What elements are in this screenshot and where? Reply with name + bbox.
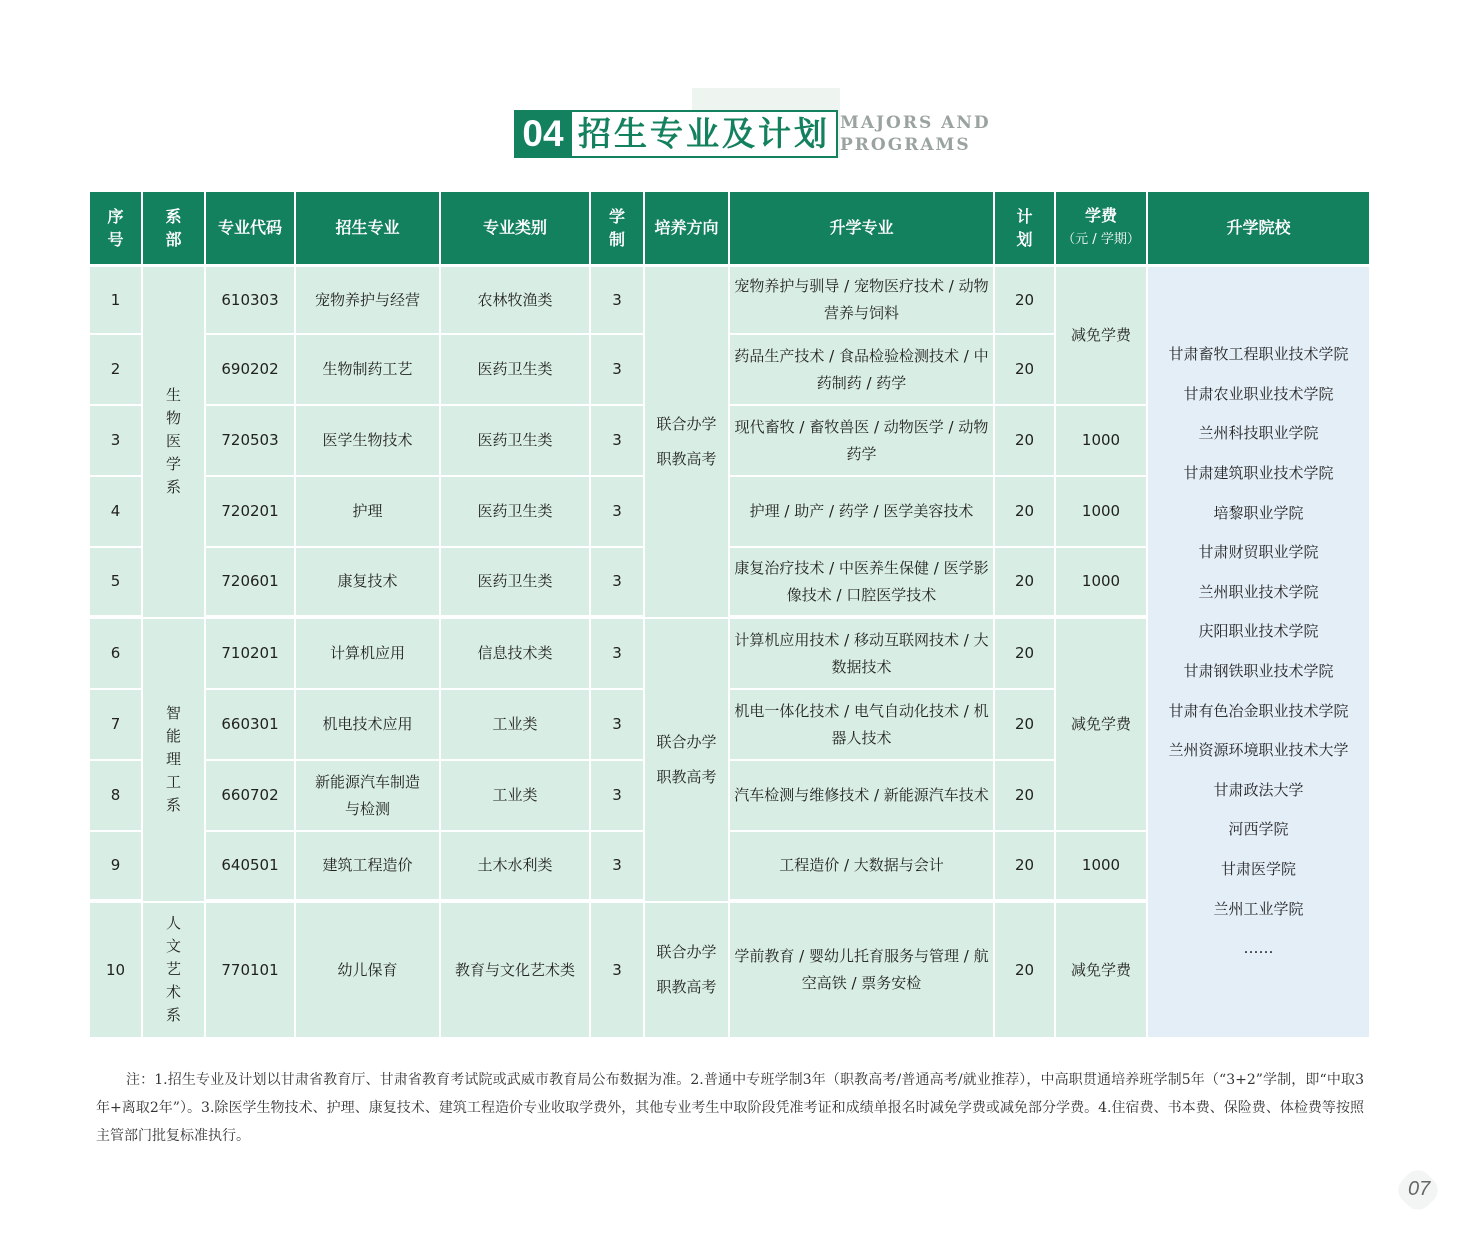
cell-plan: 20 (995, 832, 1056, 903)
cell-seq: 5 (90, 548, 143, 619)
header-dept: 系部 (143, 192, 206, 264)
cell-years: 3 (591, 548, 645, 619)
cell-major: 幼儿保育 (296, 903, 441, 1039)
header-fee: 学费 （元 / 学期） (1056, 192, 1148, 264)
cell-major: 康复技术 (296, 548, 441, 619)
cell-plan: 20 (995, 548, 1056, 619)
cell-major: 新能源汽车制造与检测 (296, 761, 441, 832)
cell-plan: 20 (995, 619, 1056, 690)
header-schools: 升学院校 (1148, 192, 1369, 264)
cell-code: 770101 (206, 903, 296, 1039)
school-item: 甘肃有色冶金职业技术学院 (1168, 701, 1349, 720)
cell-code: 720503 (206, 406, 296, 477)
cell-category: 教育与文化艺术类 (441, 903, 591, 1039)
cell-years: 3 (591, 619, 645, 690)
school-item: 甘肃畜牧工程职业技术学院 (1168, 345, 1349, 364)
cell-seq: 9 (90, 832, 143, 903)
cell-dept: 智能理工系 (143, 619, 206, 903)
cell-code: 660702 (206, 761, 296, 832)
cell-seq: 6 (90, 619, 143, 690)
cell-major: 生物制药工艺 (296, 335, 441, 406)
cell-category: 医药卫生类 (441, 548, 591, 619)
cell-code: 660301 (206, 690, 296, 761)
section-title-text: 招生专业及计划 (572, 110, 838, 158)
section-number: 04 (514, 110, 572, 158)
cell-code: 690202 (206, 335, 296, 406)
cell-seq: 10 (90, 903, 143, 1039)
cell-further: 学前教育 / 婴幼儿托育服务与管理 / 航空高铁 / 票务安检 (730, 903, 995, 1039)
cell-further: 康复治疗技术 / 中医养生保健 / 医学影像技术 / 口腔医学技术 (730, 548, 995, 619)
header-major: 招生专业 (296, 192, 441, 264)
title-en-line1: MAJORS AND (840, 113, 991, 133)
cell-code: 720601 (206, 548, 296, 619)
cell-fee: 1000 (1056, 832, 1148, 903)
header-further-major: 升学专业 (730, 192, 995, 264)
cell-fee: 1000 (1056, 406, 1148, 477)
cell-fee: 1000 (1056, 477, 1148, 548)
cell-category: 医药卫生类 (441, 335, 591, 406)
cell-further: 宠物养护与驯导 / 宠物医疗技术 / 动物营养与饲料 (730, 264, 995, 335)
cell-plan: 20 (995, 477, 1056, 548)
cell-plan: 20 (995, 903, 1056, 1039)
school-item: 兰州工业学院 (1213, 899, 1304, 918)
cell-plan: 20 (995, 335, 1056, 406)
cell-code: 640501 (206, 832, 296, 903)
cell-category: 农林牧渔类 (441, 264, 591, 335)
page-number: 07 (1408, 1178, 1431, 1200)
footnote: 注：1.招生专业及计划以甘肃省教育厅、甘肃省教育考试院或武威市教育局公布数据为准。2.普通中专班学制3年（职教高考/普通高考/就业推荐），中高职贯通培养班学制5年（“3+2”学制，即“中取3年+离取2年”）。3.除医学生物技术、护理、康复技术、建筑工程造价专业收取学费外，其他专业考生中取阶段凭准考证和成绩单报名时减免学费或减免部分学费。4.住宿费、书本费、保险费、体检费等按照主管部门批复标准执行。 (96, 1072, 1364, 1144)
cell-seq: 3 (90, 406, 143, 477)
cell-further: 汽车检测与维修技术 / 新能源汽车技术 (730, 761, 995, 832)
school-item: …… (1243, 939, 1274, 958)
cell-fee: 1000 (1056, 548, 1148, 619)
cell-further: 护理 / 助产 / 药学 / 医学美容技术 (730, 477, 995, 548)
cell-seq: 8 (90, 761, 143, 832)
cell-further: 工程造价 / 大数据与会计 (730, 832, 995, 903)
cell-years: 3 (591, 406, 645, 477)
cell-category: 土木水利类 (441, 832, 591, 903)
school-item: 兰州资源环境职业技术大学 (1168, 741, 1349, 760)
school-item: 兰州职业技术学院 (1198, 582, 1319, 601)
cell-plan: 20 (995, 690, 1056, 761)
cell-further: 药品生产技术 / 食品检验检测技术 / 中药制药 / 药学 (730, 335, 995, 406)
school-item: 河西学院 (1228, 820, 1289, 839)
cell-plan: 20 (995, 264, 1056, 335)
table-header-row (90, 192, 1369, 264)
cell-years: 3 (591, 903, 645, 1039)
cell-further: 现代畜牧 / 畜牧兽医 / 动物医学 / 动物药学 (730, 406, 995, 477)
cell-major: 计算机应用 (296, 619, 441, 690)
cell-years: 3 (591, 335, 645, 406)
cell-years: 3 (591, 690, 645, 761)
cell-fee: 减免学费 (1056, 264, 1148, 406)
cell-major: 建筑工程造价 (296, 832, 441, 903)
school-item: 培黎职业学院 (1213, 503, 1304, 522)
cell-major: 机电技术应用 (296, 690, 441, 761)
section-title (514, 110, 838, 158)
cell-years: 3 (591, 477, 645, 548)
school-item: 甘肃财贸职业学院 (1198, 543, 1319, 562)
school-item: 甘肃政法大学 (1213, 780, 1304, 799)
cell-category: 医药卫生类 (441, 406, 591, 477)
school-item: 甘肃医学院 (1220, 859, 1296, 878)
cell-code: 720201 (206, 477, 296, 548)
cell-category: 工业类 (441, 761, 591, 832)
school-item: 甘肃建筑职业技术学院 (1183, 464, 1334, 483)
admissions-table (90, 192, 1369, 1039)
cell-dept: 人文艺术系 (143, 903, 206, 1039)
header-years: 学制 (591, 192, 645, 264)
section-title-english (840, 112, 991, 156)
cell-seq: 1 (90, 264, 143, 335)
cell-direction: 联合办学 职教高考 (645, 264, 730, 619)
title-en-line2: PROGRAMS (840, 135, 971, 155)
table-row (90, 264, 1369, 335)
school-item: 兰州科技职业学院 (1198, 424, 1319, 443)
header-category: 专业类别 (441, 192, 591, 264)
school-item: 甘肃钢铁职业技术学院 (1183, 662, 1334, 680)
cell-seq: 4 (90, 477, 143, 548)
cell-plan: 20 (995, 761, 1056, 832)
cell-further: 机电一体化技术 / 电气自动化技术 / 机器人技术 (730, 690, 995, 761)
cell-plan: 20 (995, 406, 1056, 477)
school-list (1152, 335, 1365, 969)
cell-schools (1148, 264, 1369, 1039)
cell-category: 医药卫生类 (441, 477, 591, 548)
cell-major: 医学生物技术 (296, 406, 441, 477)
cell-direction: 联合办学 职教高考 (645, 619, 730, 903)
header-direction: 培养方向 (645, 192, 730, 264)
cell-code: 710201 (206, 619, 296, 690)
school-item: 庆阳职业技术学院 (1198, 622, 1319, 641)
cell-direction: 联合办学 职教高考 (645, 903, 730, 1039)
header-plan: 计划 (995, 192, 1056, 264)
cell-category: 工业类 (441, 690, 591, 761)
cell-category: 信息技术类 (441, 619, 591, 690)
cell-code: 610303 (206, 264, 296, 335)
cell-years: 3 (591, 264, 645, 335)
header-seq: 序号 (90, 192, 143, 264)
cell-major: 宠物养护与经营 (296, 264, 441, 335)
cell-years: 3 (591, 832, 645, 903)
cell-dept: 生物医学系 (143, 264, 206, 619)
cell-fee: 减免学费 (1056, 619, 1148, 832)
header-code: 专业代码 (206, 192, 296, 264)
cell-major: 护理 (296, 477, 441, 548)
cell-fee: 减免学费 (1056, 903, 1148, 1039)
cell-seq: 7 (90, 690, 143, 761)
cell-years: 3 (591, 761, 645, 832)
school-item: 甘肃农业职业技术学院 (1183, 384, 1334, 403)
cell-seq: 2 (90, 335, 143, 406)
cell-further: 计算机应用技术 / 移动互联网技术 / 大数据技术 (730, 619, 995, 690)
